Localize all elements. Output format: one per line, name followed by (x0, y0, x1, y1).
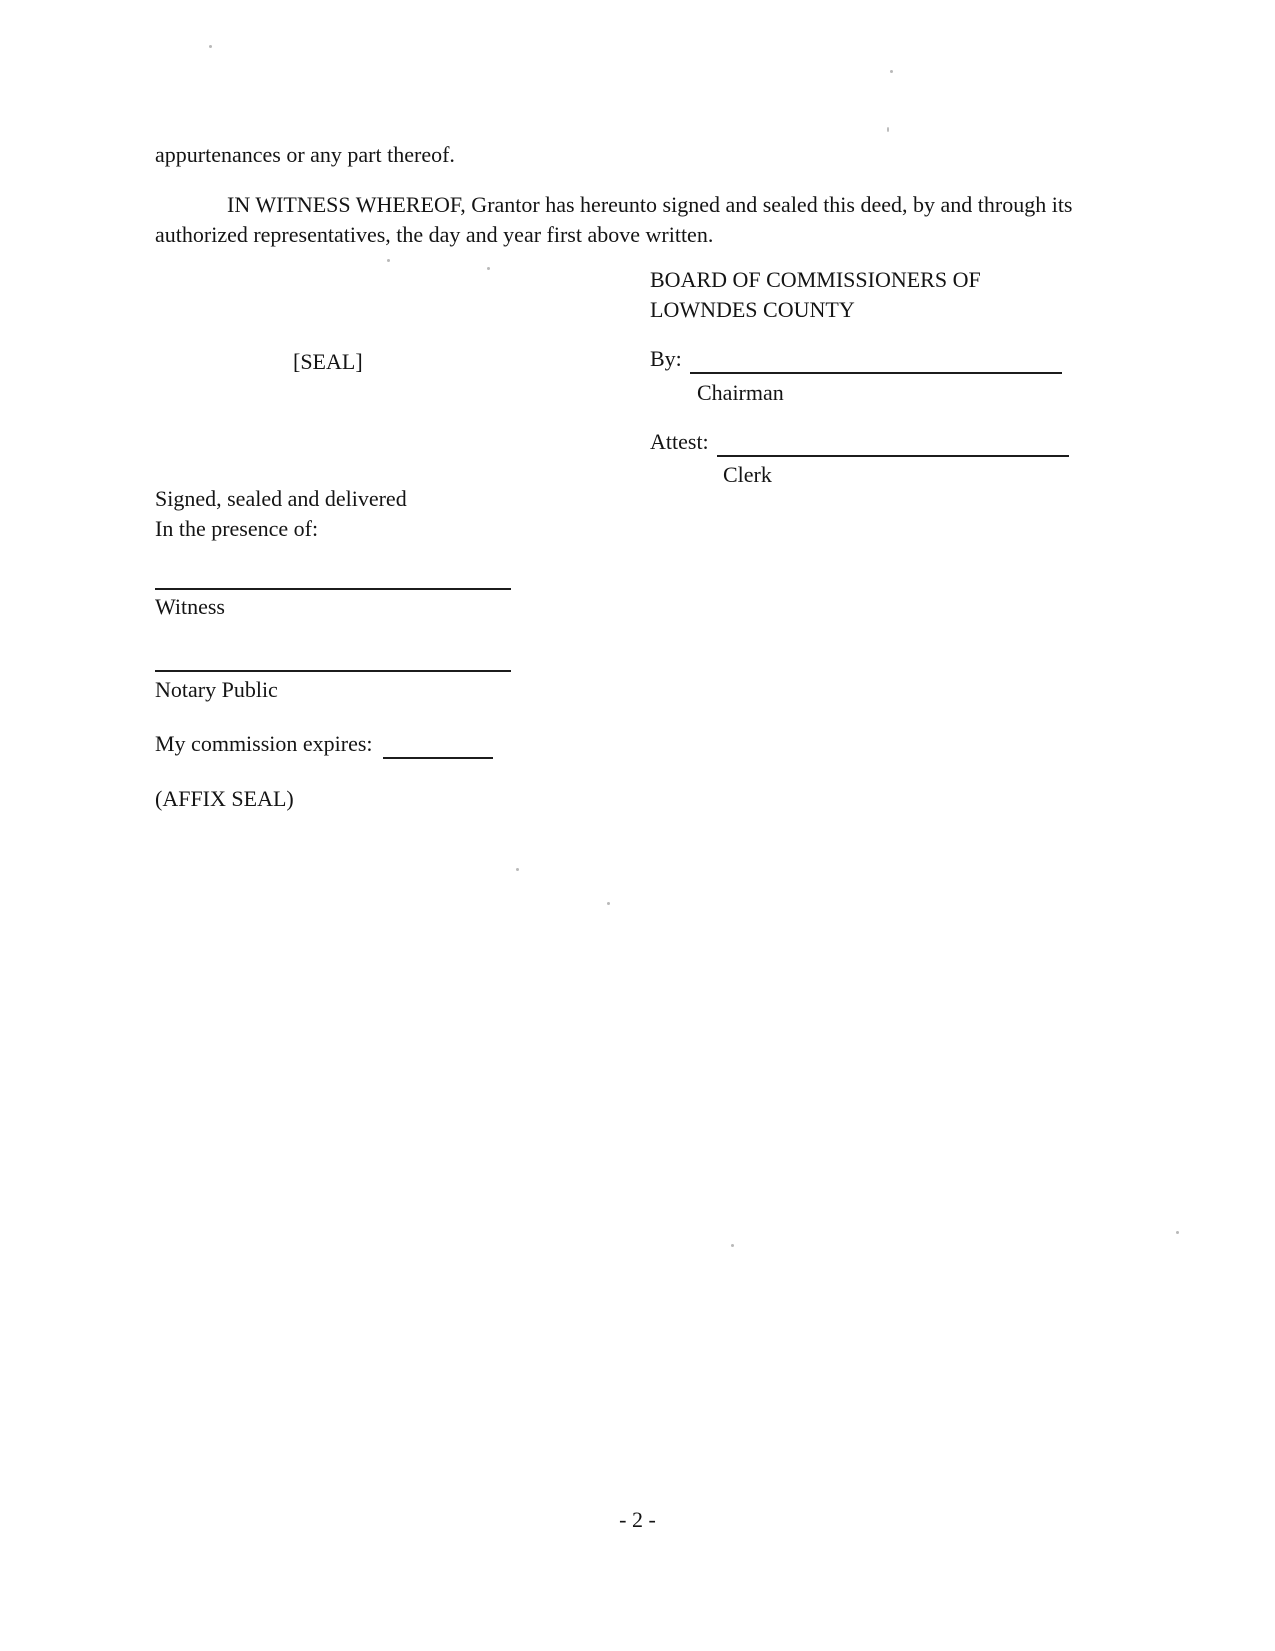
attest-label: Attest: (650, 429, 709, 454)
commission-expires-line (383, 731, 493, 759)
scan-artifact-dot (731, 1244, 734, 1247)
grantor-name-line1: BOARD OF COMMISSIONERS OF (650, 267, 981, 292)
scan-artifact-dot (1176, 1231, 1179, 1234)
grantor-name-block (650, 265, 1090, 325)
scan-artifact-dot (387, 259, 390, 262)
attest-title-label: Clerk (723, 462, 772, 487)
seal-placeholder: [SEAL] (293, 349, 363, 374)
scan-artifact-dot (890, 70, 893, 73)
scan-artifact-dot (516, 868, 519, 871)
commission-expires-row (155, 729, 493, 759)
signed-sealed-line2: In the presence of: (155, 516, 319, 541)
signed-sealed-delivered-block (155, 484, 575, 544)
scan-artifact-dot (209, 45, 212, 48)
witness-signature-line (155, 588, 511, 590)
by-title-label: Chairman (697, 380, 784, 405)
by-label: By: (650, 346, 682, 371)
by-signature-line (690, 346, 1062, 374)
paragraph-in-witness-whereof: IN WITNESS WHEREOF, Grantor has hereunto signed and sealed this deed, by and through its authorized representatives, the day and year first above written. (155, 192, 1073, 247)
signed-sealed-line1: Signed, sealed and delivered (155, 486, 407, 511)
attest-signature-line (717, 429, 1069, 457)
notary-signature-line (155, 670, 511, 672)
page-number: - 2 - (619, 1507, 656, 1532)
scan-artifact-dot (607, 902, 610, 905)
notary-public-label: Notary Public (155, 677, 278, 702)
attest-signature-row (650, 427, 1080, 457)
witness-label: Witness (155, 594, 225, 619)
by-signature-row (650, 344, 1080, 374)
commission-expires-label: My commission expires: (155, 731, 373, 756)
scan-artifact-dot (487, 267, 490, 270)
grantor-name-line2: LOWNDES COUNTY (650, 297, 855, 322)
scan-artifact-dot (887, 127, 889, 132)
paragraph-appurtenances: appurtenances or any part thereof. (155, 142, 455, 167)
affix-seal-label: (AFFIX SEAL) (155, 786, 294, 811)
